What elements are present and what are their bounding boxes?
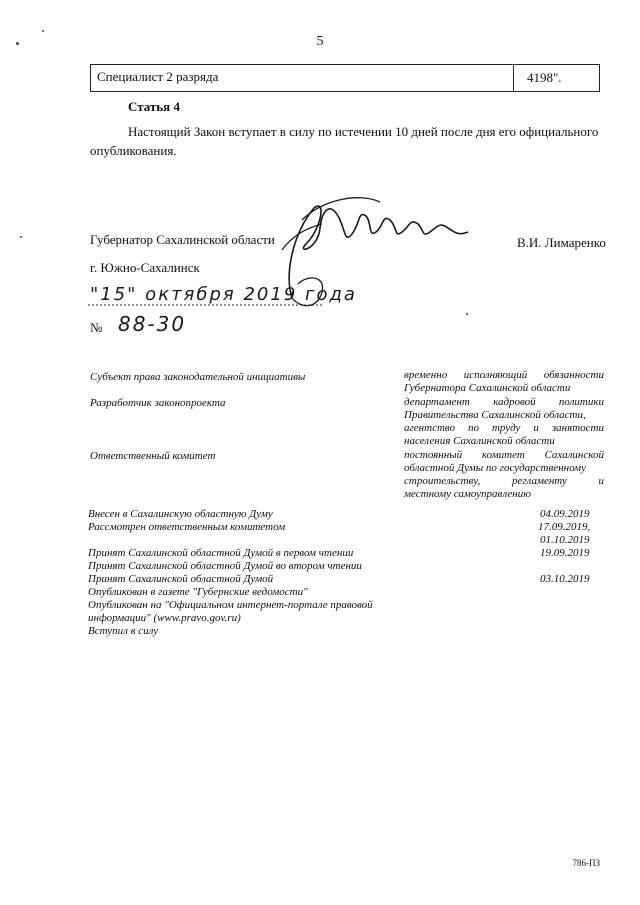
value-cell: 4198". — [527, 70, 562, 85]
handwritten-number: 88-30 — [118, 312, 187, 336]
salary-table-row — [90, 64, 600, 92]
reviewed-label: Рассмотрен ответственным комитетом — [88, 521, 286, 533]
published-gazette-label: Опубликован в газете "Губернские ведомости" — [88, 586, 308, 598]
subject-line2: Губернатора Сахалинской области — [404, 382, 571, 394]
reviewed-date1: 17.09.2019, — [538, 521, 591, 533]
developer-line1: департамент кадровой политики — [404, 396, 604, 408]
published-portal-line2: информации" (www.pravo.gov.ru) — [88, 612, 241, 624]
scan-speck — [20, 236, 22, 238]
scan-speck — [42, 30, 44, 32]
in-force-label: Вступил в силу — [88, 625, 159, 637]
subject-label: Субъект права законодательной инициативы — [90, 371, 306, 383]
article-text-line1: Настоящий Закон вступает в силу по истечении 10 дней после дня его официального — [128, 124, 599, 139]
reviewed-date2: 01.10.2019 — [540, 534, 590, 546]
developer-label: Разработчик законопроекта — [90, 397, 226, 409]
table-divider — [513, 65, 514, 91]
governor-name: В.И. Лимаренко — [517, 235, 606, 250]
article-text-line2: опубликования. — [90, 143, 177, 158]
submitted-label: Внесен в Сахалинскую областную Думу — [88, 508, 273, 520]
committee-label: Ответственный комитет — [90, 450, 216, 462]
published-portal-line1: Опубликован на "Официальном интернет-портале правовой — [88, 599, 373, 611]
footer-code: 786-ПЗ — [572, 858, 600, 868]
committee-line3: строительству, регламенту и — [404, 475, 604, 487]
page-number: 5 — [316, 34, 324, 49]
article-title: Статья 4 — [128, 99, 180, 114]
first-reading-label: Принят Сахалинской областной Думой в первом чтении — [88, 547, 354, 559]
position-cell: Специалист 2 разряда — [97, 69, 219, 84]
subject-line1: временно исполняющий обязанности — [404, 369, 604, 381]
scan-speck — [16, 42, 19, 45]
developer-line4: населения Сахалинской области — [404, 435, 555, 447]
number-prefix: № — [90, 320, 103, 335]
governor-title: Губернатор Сахалинской области — [90, 232, 275, 247]
second-reading-label: Принят Сахалинской областной Думой во втором чтении — [88, 560, 362, 572]
date-underline — [88, 303, 328, 307]
committee-line1: постоянный комитет Сахалинской — [404, 449, 604, 461]
committee-line4: местному самоуправлению — [404, 488, 531, 500]
submitted-date: 04.09.2019 — [540, 508, 590, 520]
adopted-label: Принят Сахалинской областной Думой — [88, 573, 274, 585]
first-reading-date: 19.09.2019 — [540, 547, 590, 559]
developer-line3: агентство по труду и занятости — [404, 422, 604, 434]
scan-speck — [466, 313, 468, 315]
adopted-date: 03.10.2019 — [540, 573, 590, 585]
developer-line2: Правительства Сахалинской области, — [404, 409, 586, 421]
handwritten-date: "15" октября 2019 года — [90, 284, 357, 305]
city-line: г. Южно-Сахалинск — [90, 260, 200, 275]
committee-line2: областной Думы по государственному — [404, 462, 587, 474]
